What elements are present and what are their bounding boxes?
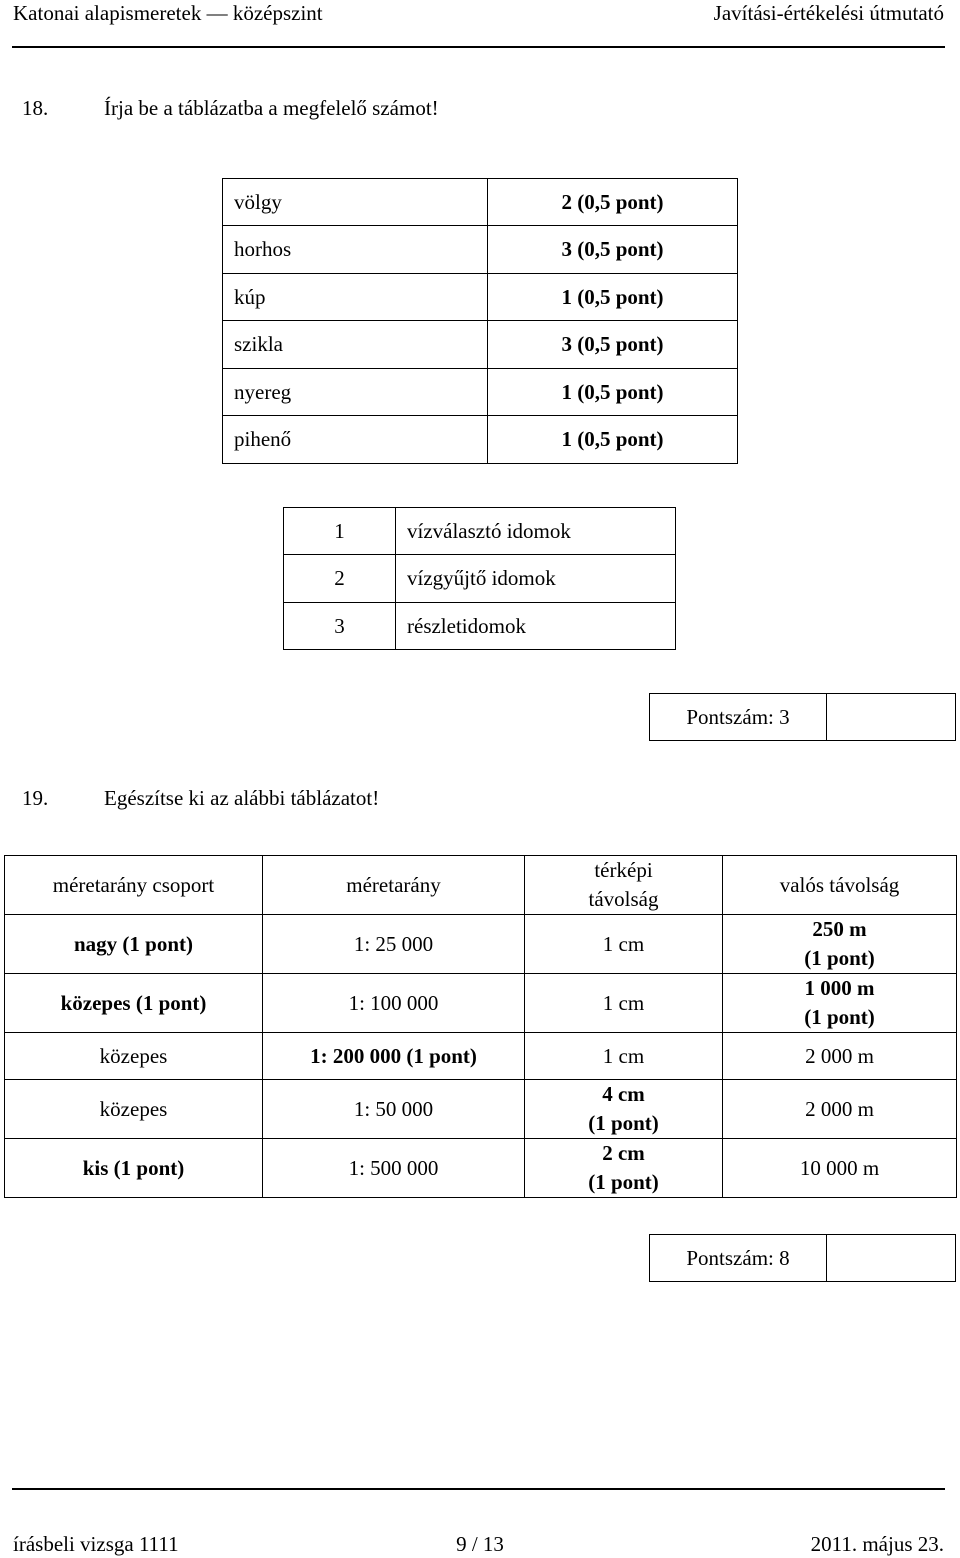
group-cell: közepes (5, 1033, 263, 1080)
footer-date: 2011. május 23. (810, 1532, 944, 1556)
table-row (223, 321, 738, 369)
legend-number: 3 (284, 603, 396, 650)
real-distance-cell: 10 000 m (723, 1139, 957, 1198)
map-distance-cell (525, 1139, 723, 1198)
table-row (223, 369, 738, 416)
table-row (5, 1139, 957, 1198)
score-field[interactable] (827, 694, 956, 741)
term-cell: nyereg (223, 369, 488, 416)
header-scale: méretarány (263, 856, 525, 915)
answer-cell: 1 (0,5 pont) (488, 369, 738, 416)
q18-legend-table (283, 507, 676, 650)
footer-page-number: 9 / 13 (456, 1532, 504, 1556)
q19-score-box (649, 1234, 956, 1282)
term-cell: horhos (223, 226, 488, 274)
header-map-distance (525, 856, 723, 915)
q18-score-box (649, 693, 956, 741)
table-row (223, 274, 738, 321)
scale-cell: 1: 200 000 (1 pont) (263, 1033, 525, 1080)
map-distance-cell: 1 cm (525, 974, 723, 1033)
scale-cell: 1: 25 000 (263, 915, 525, 974)
real-distance-cell (723, 974, 957, 1033)
term-cell: kúp (223, 274, 488, 321)
answer-cell: 1 (0,5 pont) (488, 274, 738, 321)
legend-label: részletidomok (396, 603, 676, 650)
header-real-distance: valós távolság (723, 856, 957, 915)
score-label: Pontszám: 3 (650, 694, 827, 741)
map-distance-line1: 2 cm (602, 1141, 645, 1165)
real-distance-cell: 2 000 m (723, 1080, 957, 1139)
table-row (223, 226, 738, 274)
real-distance-line2: (1 pont) (804, 1005, 875, 1029)
table-row (5, 1080, 957, 1139)
header-subtitle: Javítási-értékelési útmutató (713, 1, 944, 25)
scale-cell: 1: 500 000 (263, 1139, 525, 1198)
legend-number: 2 (284, 555, 396, 603)
table-row (5, 974, 957, 1033)
scale-cell: 1: 100 000 (263, 974, 525, 1033)
group-cell: közepes (5, 1080, 263, 1139)
header-rule (12, 46, 945, 48)
table-row (5, 915, 957, 974)
q18-answer-table (222, 178, 738, 464)
group-cell: nagy (1 pont) (5, 915, 263, 974)
map-distance-line2: (1 pont) (588, 1111, 659, 1135)
score-field[interactable] (827, 1235, 956, 1282)
table-row (5, 1033, 957, 1080)
map-distance-line2: (1 pont) (588, 1170, 659, 1194)
map-distance-cell: 1 cm (525, 915, 723, 974)
table-row (284, 508, 676, 555)
table-row (223, 179, 738, 226)
table-row (223, 416, 738, 464)
real-distance-cell (723, 915, 957, 974)
answer-cell: 2 (0,5 pont) (488, 179, 738, 226)
q19-number: 19. (22, 786, 49, 810)
legend-label: vízválasztó idomok (396, 508, 676, 555)
q19-instruction: Egészítse ki az alábbi táblázatot! (104, 786, 380, 810)
header-group: méretarány csoport (5, 856, 263, 915)
term-cell: völgy (223, 179, 488, 226)
group-cell: kis (1 pont) (5, 1139, 263, 1198)
table-header-row (5, 856, 957, 915)
score-label: Pontszám: 8 (650, 1235, 827, 1282)
header-title: Katonai alapismeretek — középszint (13, 1, 323, 25)
term-cell: pihenő (223, 416, 488, 464)
legend-label: vízgyűjtő idomok (396, 555, 676, 603)
scale-cell: 1: 50 000 (263, 1080, 525, 1139)
map-distance-cell: 1 cm (525, 1033, 723, 1080)
header-map-distance-line2: távolság (588, 887, 659, 911)
map-distance-line1: 4 cm (602, 1082, 645, 1106)
answer-cell: 3 (0,5 pont) (488, 321, 738, 369)
q19-scale-table (4, 855, 957, 1198)
table-row (284, 603, 676, 650)
table-row (284, 555, 676, 603)
real-distance-line1: 1 000 m (804, 976, 875, 1000)
answer-cell: 3 (0,5 pont) (488, 226, 738, 274)
map-distance-cell (525, 1080, 723, 1139)
real-distance-line2: (1 pont) (804, 946, 875, 970)
real-distance-line1: 250 m (812, 917, 867, 941)
term-cell: szikla (223, 321, 488, 369)
header-map-distance-line1: térképi (594, 858, 653, 882)
footer-rule (12, 1488, 945, 1490)
real-distance-cell: 2 000 m (723, 1033, 957, 1080)
answer-cell: 1 (0,5 pont) (488, 416, 738, 464)
q18-number: 18. (22, 96, 49, 120)
footer-exam-label: írásbeli vizsga 1111 (13, 1532, 179, 1556)
q18-instruction: Írja be a táblázatba a megfelelő számot! (104, 96, 439, 120)
legend-number: 1 (284, 508, 396, 555)
group-cell: közepes (1 pont) (5, 974, 263, 1033)
